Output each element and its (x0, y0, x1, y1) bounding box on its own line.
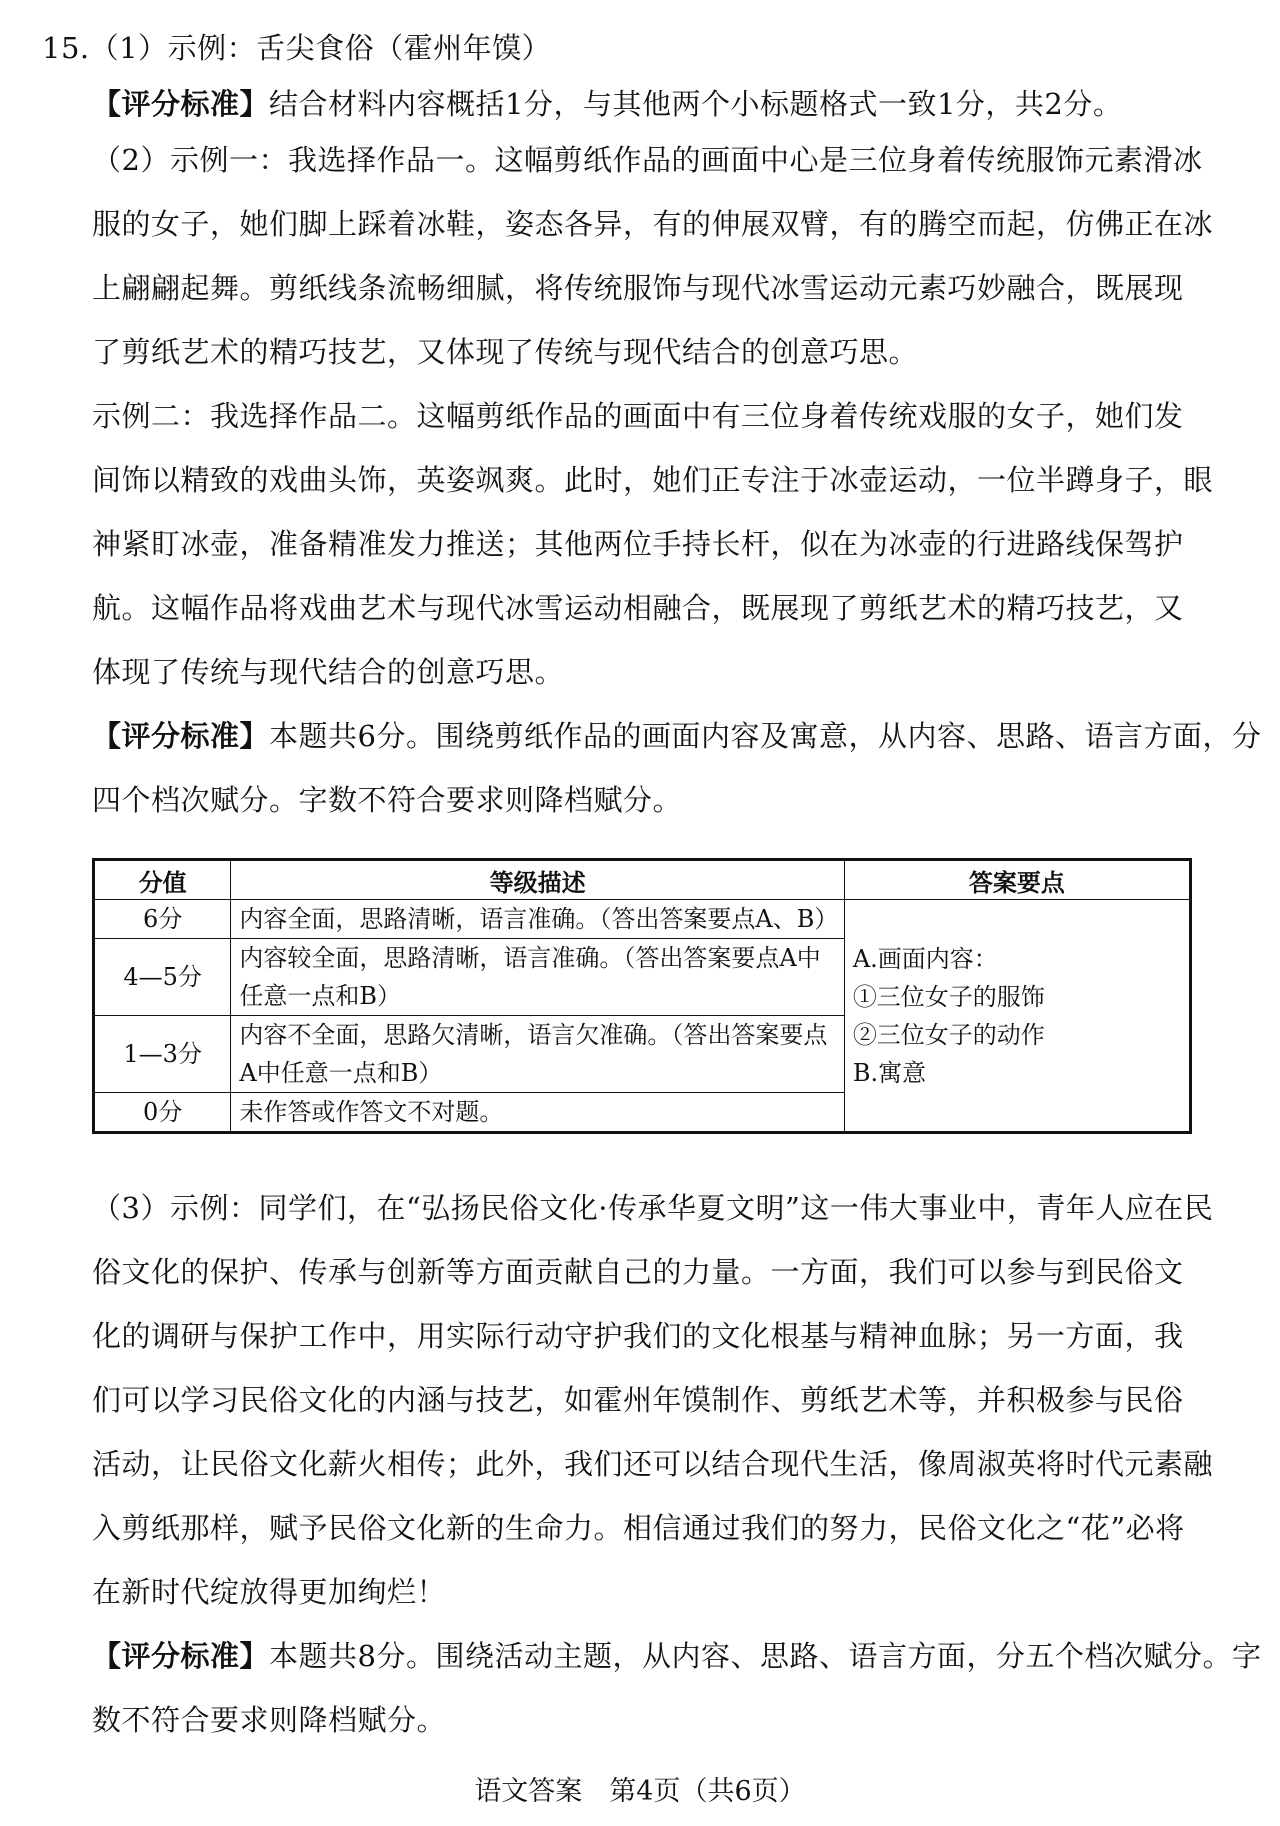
score-cell: 0分 (94, 1093, 231, 1133)
q15-part1-criteria (92, 84, 1192, 124)
criteria-text: 本题共8分。围绕活动主题，从内容、思路、语言方面，分五个档次赋分。字 (269, 1639, 1262, 1673)
example1-line: 了剪纸艺术的精巧技艺，又体现了传统与现代结合的创意巧思。 (92, 335, 919, 369)
example1-line: 上翩翩起舞。剪纸线条流畅细腻，将传统服饰与现代冰雪运动元素巧妙融合，既展现 (92, 271, 1184, 305)
table-header: 分值 (94, 860, 231, 900)
answer-point: B.寓意 (852, 1058, 927, 1087)
table-header: 等级描述 (231, 860, 844, 900)
example2-line: 间饰以精致的戏曲头饰，英姿飒爽。此时，她们正专注于冰壶运动，一位半蹲身子，眼 (92, 463, 1214, 497)
criteria-tag: 【评分标准】 (92, 719, 270, 753)
desc-cell: 未作答或作答文不对题。 (231, 1093, 844, 1133)
example2-line: 体现了传统与现代结合的创意巧思。 (92, 655, 565, 689)
criteria-tag: 【评分标准】 (92, 87, 270, 121)
score-cell: 6分 (94, 900, 231, 939)
part3-line: 入剪纸那样，赋予民俗文化新的生命力。相信通过我们的努力，民俗文化之“花”必将 (92, 1511, 1185, 1545)
part3-line: （3）示例：同学们，在“弘扬民俗文化·传承华夏文明”这一伟大事业中，青年人应在民 (92, 1191, 1214, 1225)
desc-line: 任意一点和B） (239, 982, 402, 1010)
q15-part2-criteria (92, 716, 1262, 756)
answer-point: A.画面内容： (852, 944, 998, 973)
score-cell: 4—5分 (94, 939, 231, 1016)
criteria-text: 四个档次赋分。字数不符合要求则降档赋分。 (92, 783, 683, 817)
example2-line: 示例二：我选择作品二。这幅剪纸作品的画面中有三位身着传统戏服的女子，她们发 (92, 399, 1184, 433)
part3-line: 化的调研与保护工作中，用实际行动守护我们的文化根基与精神血脉；另一方面，我 (92, 1319, 1184, 1353)
example1-line: （2）示例一：我选择作品一。这幅剪纸作品的画面中心是三位身着传统服饰元素滑冰 (92, 143, 1203, 177)
criteria-tag: 【评分标准】 (92, 1639, 270, 1673)
answer-point: ①三位女子的服饰 (852, 982, 1045, 1011)
part3-line: 在新时代绽放得更加绚烂！ (92, 1575, 447, 1609)
table-row (94, 900, 1191, 939)
example2-line: 航。这幅作品将戏曲艺术与现代冰雪运动相融合，既展现了剪纸艺术的精巧技艺，又 (92, 591, 1184, 625)
desc-cell (231, 939, 844, 1016)
answer-points-cell (844, 900, 1190, 1133)
answer-point: ②三位女子的动作 (852, 1020, 1045, 1049)
criteria-text: 数不符合要求则降档赋分。 (92, 1703, 447, 1737)
score-cell: 1—3分 (94, 1016, 231, 1093)
desc-cell: 内容全面，思路清晰，语言准确。（答出答案要点A、B） (231, 900, 844, 939)
table-header: 答案要点 (844, 860, 1190, 900)
desc-cell (231, 1016, 844, 1093)
part3-line: 俗文化的保护、传承与创新等方面贡献自己的力量。一方面，我们可以参与到民俗文 (92, 1255, 1184, 1289)
example2-line: 神紧盯冰壶，准备精准发力推送；其他两位手持长杆，似在为冰壶的行进路线保驾护 (92, 527, 1184, 561)
page-footer: 语文答案 第4页（共6页） (474, 1776, 806, 1807)
part3-line: 活动，让民俗文化薪火相传；此外，我们还可以结合现代生活，像周淑英将时代元素融 (92, 1447, 1214, 1481)
table-header-row (94, 860, 1191, 900)
desc-line: A中任意一点和B） (239, 1059, 443, 1087)
desc-line: 内容不全面，思路欠清晰，语言欠准确。（答出答案要点 (239, 1021, 828, 1049)
q15-part1-heading: 15.（1）示例：舌尖食俗（霍州年馍） (42, 31, 552, 65)
desc-line: 内容较全面，思路清晰，语言准确。（答出答案要点A中 (239, 944, 821, 972)
q15-part3-criteria (92, 1636, 1262, 1676)
criteria-text: 结合材料内容概括1分，与其他两个小标题格式一致1分，共2分。 (269, 87, 1123, 121)
part3-line: 们可以学习民俗文化的内涵与技艺，如霍州年馍制作、剪纸艺术等，并积极参与民俗 (92, 1383, 1184, 1417)
scoring-table (92, 858, 1192, 1134)
criteria-text: 本题共6分。围绕剪纸作品的画面内容及寓意，从内容、思路、语言方面，分 (269, 719, 1262, 753)
example1-line: 服的女子，她们脚上踩着冰鞋，姿态各异，有的伸展双臂，有的腾空而起，仿佛正在冰 (92, 207, 1214, 241)
